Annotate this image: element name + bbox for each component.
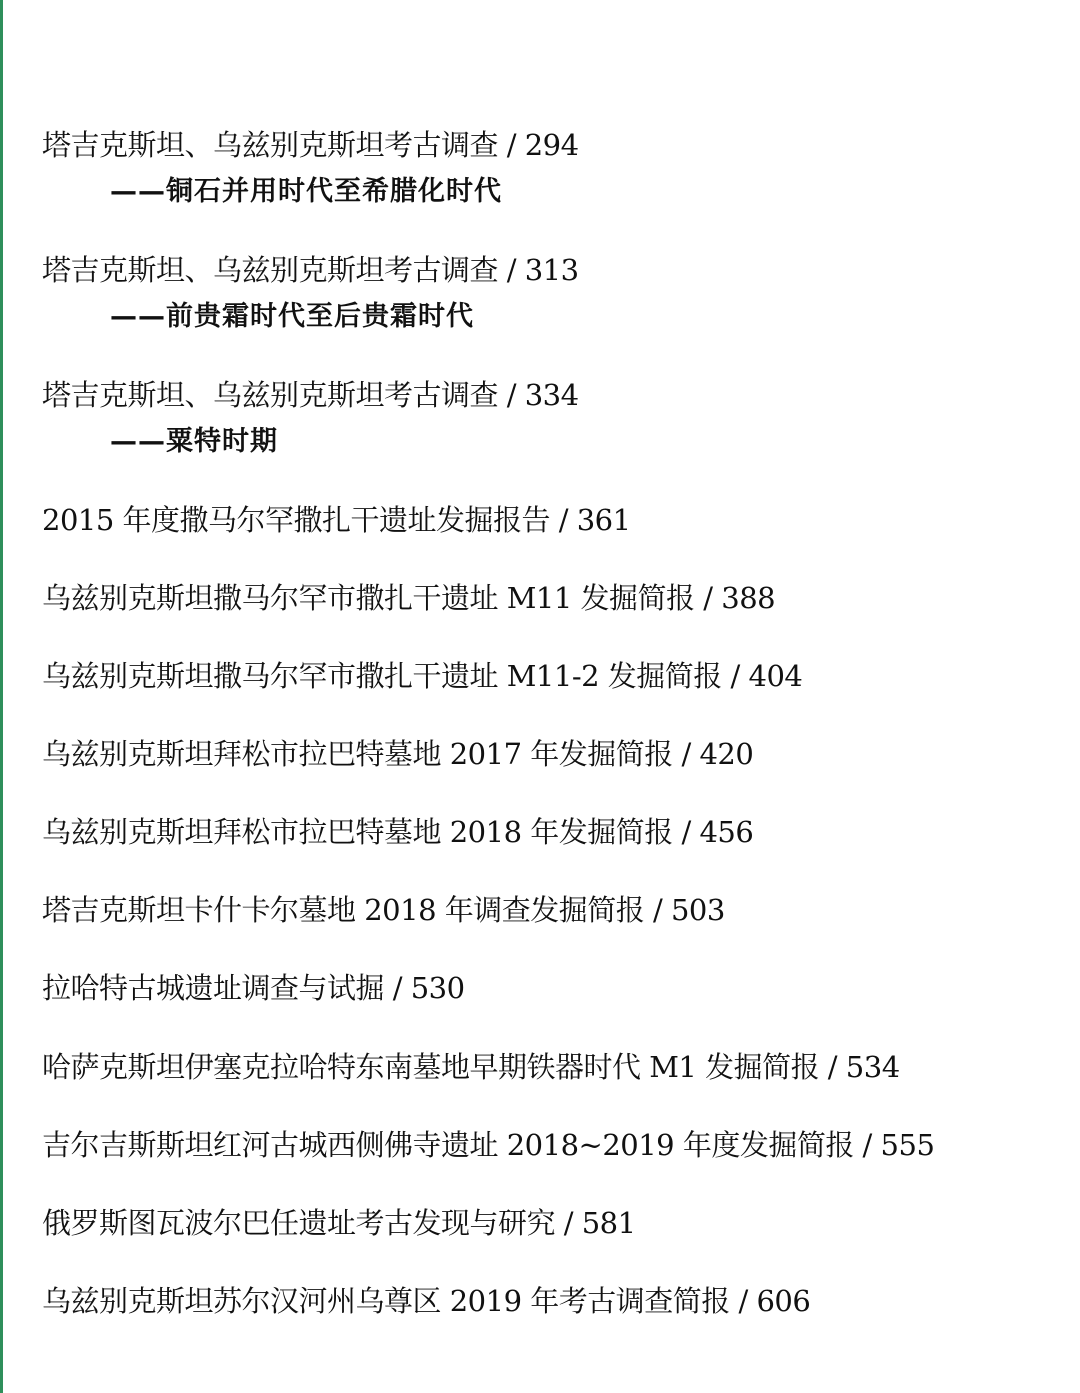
toc-entry-10-title: 拉哈特古城遗址调查与试掘 / 530 — [42, 971, 465, 1005]
toc-entry-14-title: 乌兹别克斯坦苏尔汉河州乌尊区 2019 年考古调查简报 / 606 — [42, 1284, 811, 1318]
toc-entry-3-title: 塔吉克斯坦、乌兹别克斯坦考古调查 / 334 — [42, 378, 579, 412]
toc-entry-13-title: 俄罗斯图瓦波尔巴任遗址考古发现与研究 / 581 — [42, 1206, 636, 1240]
toc-entry-8-title: 乌兹别克斯坦拜松市拉巴特墓地 2018 年发掘简报 / 456 — [42, 815, 754, 849]
toc-entry-1-subtitle: ——铜石并用时代至希腊化时代 — [110, 176, 502, 207]
toc-entry-1-title: 塔吉克斯坦、乌兹别克斯坦考古调查 / 294 — [42, 128, 579, 162]
toc-entry-12-title: 吉尔吉斯斯坦红河古城西侧佛寺遗址 2018~2019 年度发掘简报 / 555 — [42, 1128, 935, 1162]
toc-entry-11-title: 哈萨克斯坦伊塞克拉哈特东南墓地早期铁器时代 M1 发掘简报 / 534 — [42, 1050, 900, 1084]
toc-entry-9-title: 塔吉克斯坦卡什卡尔墓地 2018 年调查发掘简报 / 503 — [42, 893, 725, 927]
toc-entry-7-title: 乌兹别克斯坦拜松市拉巴特墓地 2017 年发掘简报 / 420 — [42, 737, 754, 771]
toc-entry-5-title: 乌兹别克斯坦撒马尔罕市撒扎干遗址 M11 发掘简报 / 388 — [42, 581, 776, 615]
toc-entry-3-subtitle: ——粟特时期 — [110, 426, 278, 457]
toc-entry-2-subtitle: ——前贵霜时代至后贵霜时代 — [110, 301, 474, 332]
toc-entry-4-title: 2015 年度撒马尔罕撒扎干遗址发掘报告 / 361 — [42, 503, 631, 537]
toc-entry-2-title: 塔吉克斯坦、乌兹别克斯坦考古调查 / 313 — [42, 253, 579, 287]
toc-entry-6-title: 乌兹别克斯坦撒马尔罕市撒扎干遗址 M11-2 发掘简报 / 404 — [42, 659, 803, 693]
